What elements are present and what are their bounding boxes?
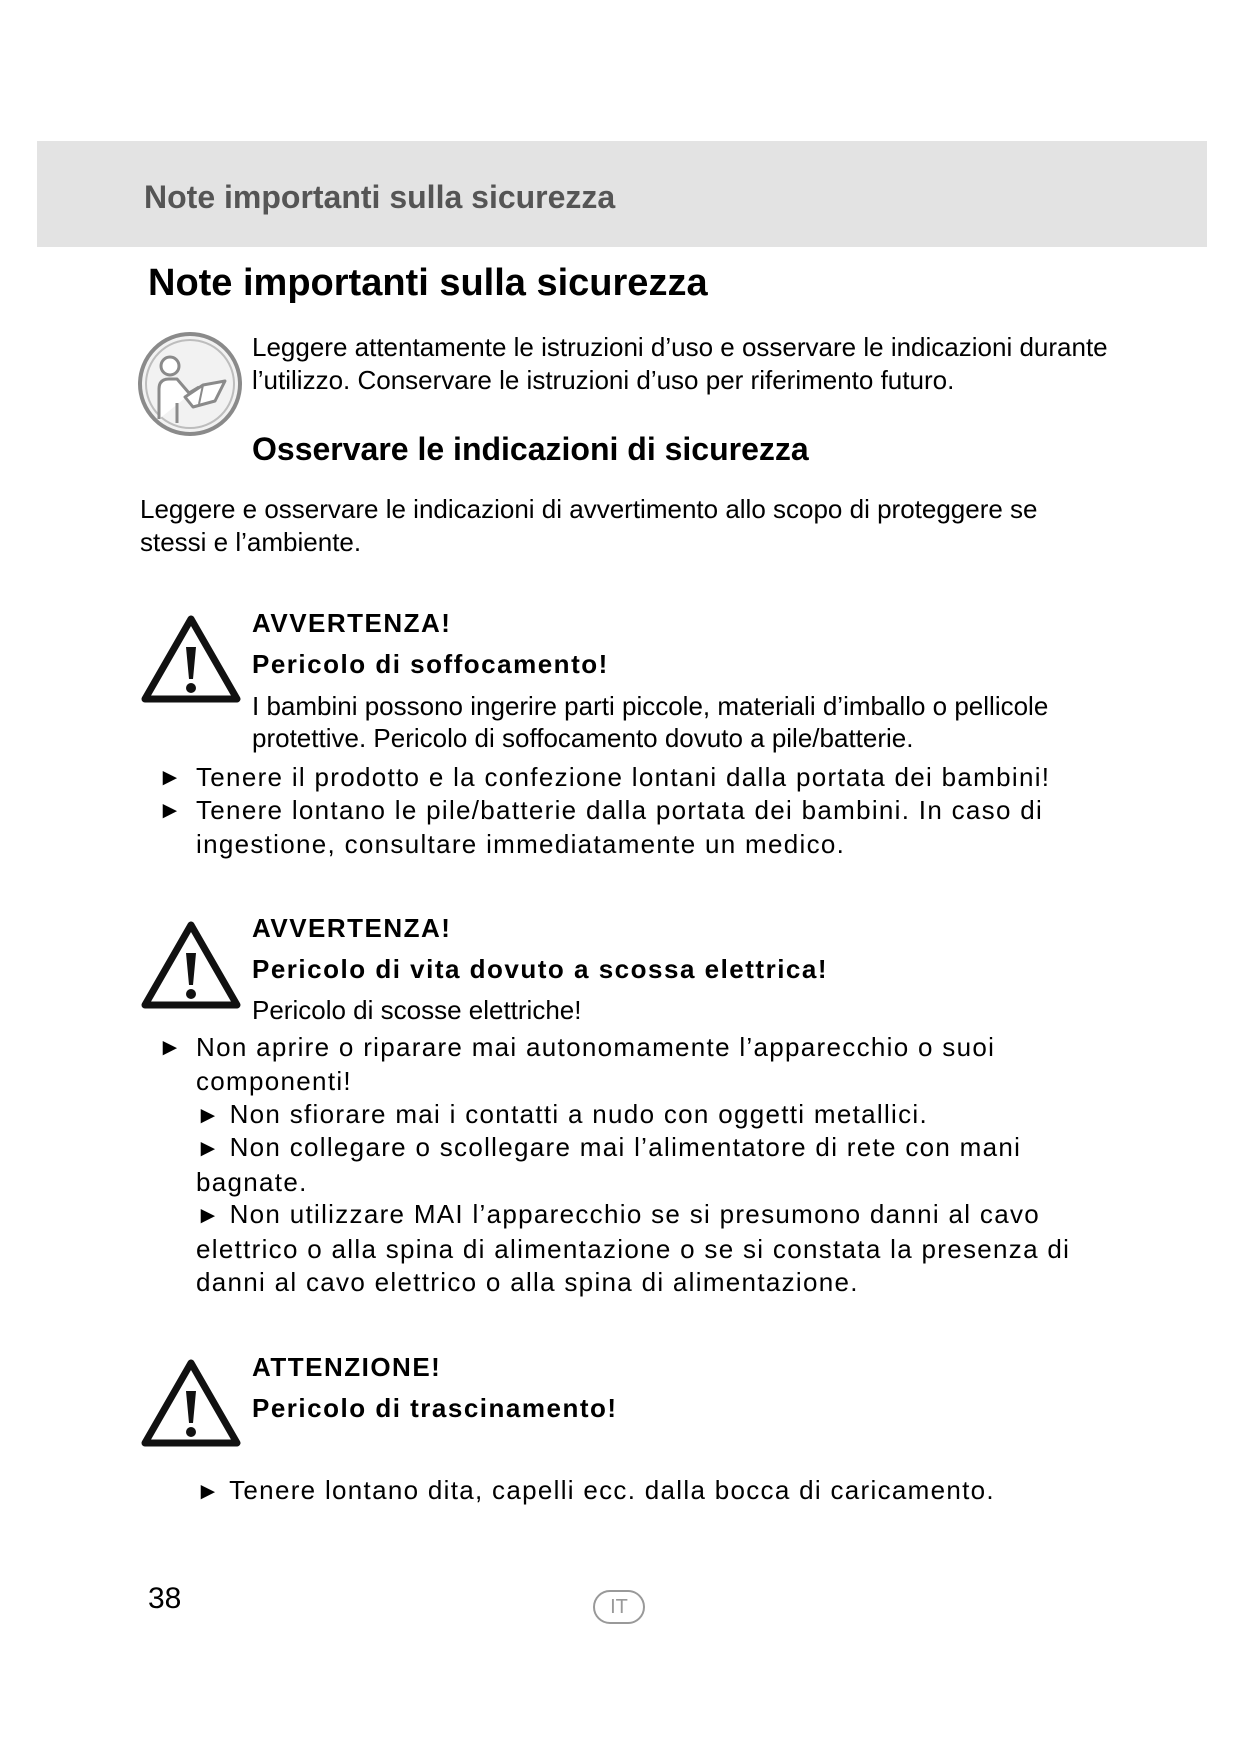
read-manual-icon: [137, 331, 243, 437]
bullet-arrow-icon: ►: [196, 1135, 222, 1162]
bullet-arrow-icon: ►: [196, 1102, 222, 1129]
sub-bullet-text: Non utilizzare MAI l’apparecchio se si presumono danni al cavo elettrico o alla spina di alimentazione o se si constata la presenza di danni al cavo elettrico o alla spina di alimentazione.: [196, 1199, 1071, 1297]
warning-3-signal-word: ATTENZIONE!: [252, 1352, 442, 1382]
warning-2-sub-bullet-3: [196, 1198, 1116, 1300]
warning-2-hazard-title: Pericolo di vita dovuto a scossa elettrica!: [252, 954, 829, 984]
bullet-text: Tenere lontano le pile/batterie dalla portata dei bambini. In caso di ingestione, consultare immediatamente un medico.: [196, 795, 1044, 859]
section-header-title: Note importanti sulla sicurezza: [144, 179, 616, 215]
subsection-text: Leggere e osservare le indicazioni di avvertimento allo scopo di proteggere se stessi e l’ambiente.: [140, 494, 1038, 557]
warning-1-hazard-title: Pericolo di soffocamento!: [252, 649, 609, 679]
section-header-band: [37, 141, 1207, 247]
bullet-arrow-icon: ►: [158, 764, 182, 791]
page-number: 38: [148, 1582, 182, 1615]
bullet-arrow-icon: ►: [158, 1034, 182, 1061]
intro-text: Leggere attentamente le istruzioni d’uso e osservare le indicazioni durante l’utilizzo. Conservare le istruzioni d’uso per riferimento futuro.: [252, 332, 1108, 395]
language-badge: IT: [593, 1590, 645, 1624]
sub-bullet-text: Non collegare o scollegare mai l’alimentatore di rete con mani bagnate.: [196, 1132, 1022, 1197]
warning-2-signal-word: AVVERTENZA!: [252, 913, 452, 943]
subsection-title: Osservare le indicazioni di sicurezza: [252, 431, 809, 467]
warning-2-description: Pericolo di scosse elettriche!: [252, 995, 582, 1025]
warning-triangle-icon: [140, 1357, 242, 1449]
sub-bullet-text: Non sfiorare mai i contatti a nudo con oggetti metallici.: [229, 1099, 929, 1129]
bullet-arrow-icon: ►: [158, 797, 182, 824]
bullet-arrow-icon: ►: [196, 1202, 222, 1229]
warning-2-sub-bullet-2: [196, 1131, 1116, 1199]
page-title: Note importanti sulla sicurezza: [148, 262, 708, 304]
bullet-text: Non aprire o riparare mai autonomamente l’apparecchio o suoi componenti!: [196, 1032, 996, 1096]
warning-2-sub-bullet-1: [196, 1098, 1116, 1133]
bullet-text: Tenere il prodotto e la confezione lontani dalla portata dei bambini!: [196, 762, 1051, 792]
warning-3-sub-bullet-1: [196, 1474, 1116, 1509]
warning-triangle-icon: [140, 919, 242, 1011]
warning-triangle-icon: [140, 613, 242, 705]
sub-bullet-text: Tenere lontano dita, capelli ecc. dalla bocca di caricamento.: [229, 1475, 995, 1505]
warning-3-hazard-title: Pericolo di trascinamento!: [252, 1393, 618, 1423]
bullet-arrow-icon: ►: [196, 1478, 222, 1505]
warning-1-signal-word: AVVERTENZA!: [252, 608, 452, 638]
warning-1-description: I bambini possono ingerire parti piccole, materiali d’imballo o pellicole protettive. Pericolo di soffocamento dovuto a pile/batterie.: [252, 691, 1049, 753]
